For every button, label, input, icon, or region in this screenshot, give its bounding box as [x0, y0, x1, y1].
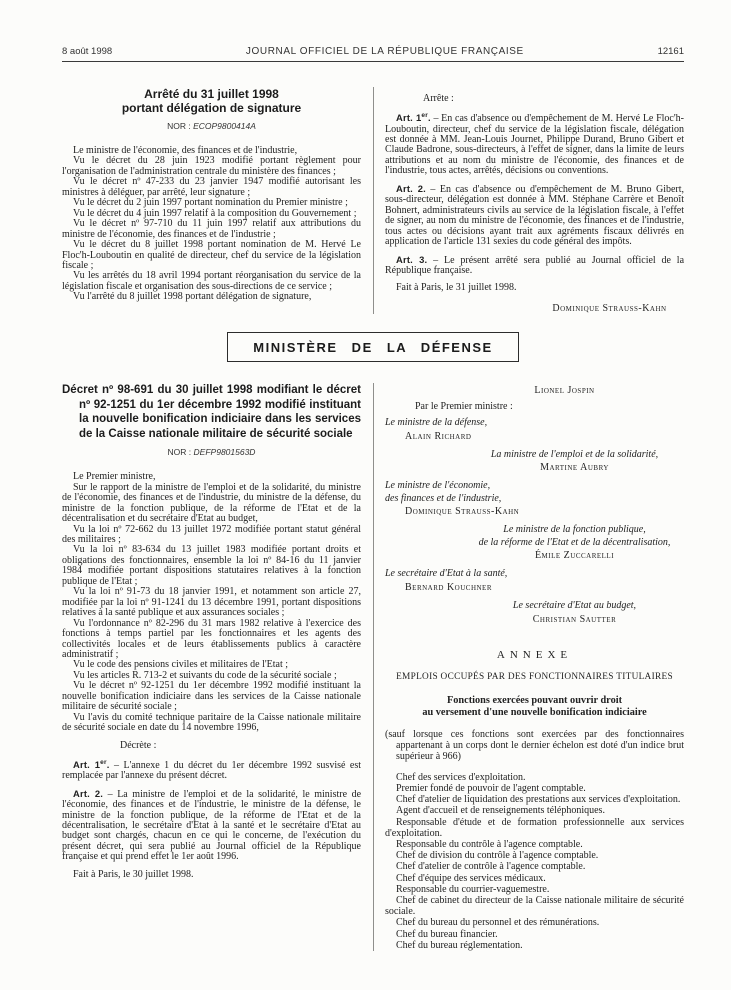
article-3	[385, 255, 684, 277]
signature-block-sante	[385, 568, 684, 593]
annexe-item: Agent d'accueil et de renseignements téléphoniques.	[396, 805, 605, 817]
arrete-left-column	[62, 87, 373, 314]
annexe-item: Chef du bureau du personnel et des rémunérations.	[396, 917, 600, 929]
header-page-number: 12161	[657, 46, 684, 57]
annexe-item: Chef du bureau financier.	[396, 928, 498, 940]
recital: Vu le code des pensions civiles et militaires de l'Etat ;	[73, 659, 289, 671]
recital: Le ministre de l'économie, des finances et de l'industrie,	[73, 145, 298, 156]
annexe-item: Chef de division du contrôle à l'agence comptable.	[396, 850, 599, 862]
recital: Vu la loi nº 72-662 du 13 juillet 1972 modifiée portant statut général des militaires ;	[62, 523, 361, 546]
article-2-label: Art. 2.	[396, 182, 426, 194]
recital: Vu le décret nº 47-233 du 23 janvier 1947 modifié autorisant les ministres à déléguer, par arrêté, leur signature ;	[62, 176, 361, 198]
annexe-title: ANNEXE	[496, 648, 573, 661]
recital: Vu le décret du 4 juin 1997 relatif à la composition du Gouvernement ;	[73, 207, 357, 219]
header-rule	[62, 61, 684, 62]
arrete-nor	[62, 121, 361, 131]
decret-date-line: Fait à Paris, le 30 juillet 1998.	[73, 868, 194, 880]
article-1-label: Art. 1er.	[396, 112, 431, 124]
signature-block-economie	[385, 480, 684, 517]
signature-name: Martine Aubry	[540, 462, 609, 474]
signature-block-emploi	[385, 449, 684, 474]
signature-block-fonction-publique	[385, 524, 684, 561]
annexe-item: Chef du bureau réglementation.	[396, 939, 523, 951]
recital: Vu la loi nº 83-634 du 13 juillet 1983 modifiée portant droits et obligations des fonctionnaires, ensemble la loi nº 84-16 du 11 janvier 1984 modifiée portant dispositions statutaires relatives à la fonction publique de l'Etat ;	[62, 544, 361, 587]
nor-label: NOR :	[167, 121, 191, 131]
annexe-item: Chef d'atelier de contrôle à l'agence comptable.	[396, 861, 586, 873]
nor-label: NOR :	[167, 447, 192, 458]
signature-role: Le ministre de la fonction publique,	[503, 524, 646, 536]
article-1-text: – En cas d'absence ou d'empêchement de M. Hervé Le Floc'h-Louboutin, directeur, chef du service de la législation fiscale, délégation est donnée à MM. Jean-Louis Journet, Philippe Durand, Bruno Gibert et Claude Badrone, sous-directeurs, à l'effet de signer, dans la limite de leurs attributions et au nom du ministre de l'économie, des finances et de l'industrie, tous actes, arrêtés, décisions ou conventions.	[385, 113, 684, 177]
recital: Vu l'ordonnance nº 82-296 du 31 mars 1982 relative à l'exercice des fonctions à temps partiel par les fonctionnaires et les agents des collectivités locales et de leurs établissements publics à caractère administratif ;	[62, 617, 361, 660]
recital: Vu la loi nº 91-73 du 18 janvier 1991, et notamment son article 27, modifiée par la loi nº 91-1241 du 13 décembre 1991, portant dispositions relatives à la santé publique et aux assurances sociales ;	[62, 586, 361, 619]
recital: Le Premier ministre,	[73, 471, 156, 483]
arrete-section	[62, 87, 684, 314]
signature-block-defense	[385, 417, 684, 442]
recital: Vu les articles R. 713-2 et suivants du code de la sécurité sociale ;	[73, 669, 337, 681]
signature-name: Dominique Strauss-Kahn	[405, 506, 520, 518]
annexe-note: (sauf lorsque ces fonctions sont exercées par des fonctionnaires appartenant à un corps dont le dernier échelon est doté d'un indice brut supérieur à 966)	[385, 729, 684, 762]
signature-name: Christian Sautter	[532, 613, 617, 625]
article-2	[385, 184, 684, 248]
recital: Sur le rapport de la ministre de l'emploi et de la solidarité, du ministre de l'économie, des finances et de l'industrie, du ministre de la défense, du ministre de la fonction publique, de la réforme de l'Etat et de la décentralisation et du secrétaire d'Etat au budget,	[62, 481, 361, 525]
arrete-title	[62, 87, 361, 115]
article-3-text: – Le présent arrêté sera publié au Journal officiel de la République française.	[385, 254, 685, 277]
annexe-item: Responsable d'étude et de formation professionnelle aux services d'exploitation.	[385, 816, 684, 839]
decret-nor	[62, 447, 361, 457]
arrete-title-line2: portant délégation de signature	[121, 101, 302, 115]
article-1	[385, 111, 684, 177]
decret-article-2-label: Art. 2.	[73, 787, 104, 799]
decret-article-1	[62, 758, 361, 782]
signature-role: des finances et de l'industrie,	[385, 492, 502, 504]
annexe-subtitle: EMPLOIS OCCUPÉS PAR DES FONCTIONNAIRES TITULAIRES	[396, 671, 673, 682]
recital: Vu le décret nº 92-1251 du 1er décembre 1992 modifié instituant la nouvelle bonification indiciaire dans les services de la Caisse nationale militaire de sécurité sociale ;	[62, 680, 361, 713]
signature-role: Le ministre de la défense,	[385, 416, 488, 428]
decret-article-1-text: – L'annexe 1 du décret du 1er décembre 1992 susvisé est remplacée par l'annexe du présent décret.	[62, 759, 362, 782]
annexe-heading-line1: Fonctions exercées pouvant ouvrir droit	[446, 694, 623, 706]
arrete-signatory: Dominique Strauss-Kahn	[552, 302, 667, 314]
signature-role: de la réforme de l'Etat et de la décentralisation,	[478, 536, 671, 548]
decret-right-column	[373, 383, 684, 951]
signature-role: Le secrétaire d'Etat à la santé,	[385, 568, 508, 580]
header-date: 8 août 1998	[62, 46, 113, 57]
recital: Vu le décret du 8 juillet 1998 portant nomination de M. Hervé Le Floc'h-Louboutin en qualité de directeur, chef du service de la législation fiscale ;	[62, 239, 361, 271]
decret-enacting-formula: Décrète :	[120, 739, 157, 751]
recital: Vu l'avis du comité technique paritaire de la Caisse nationale militaire de sécurité sociale en date du 14 novembre 1996,	[62, 711, 361, 734]
nor-value: DEFP9801563D	[193, 447, 256, 458]
annexe-item: Premier fondé de pouvoir de l'agent comptable.	[396, 783, 586, 794]
pm-signature: Lionel Jospin	[534, 384, 595, 396]
decret-title: Décret nº 98-691 du 30 juillet 1998 modifiant le décret nº 92-1251 du 1er décembre 1992 modifié instituant la nouvelle bonification indiciaire dans les services de la Caisse nationale militaire de sécurité sociale	[62, 383, 361, 440]
decret-article-2	[62, 789, 361, 863]
decret-article-2-text: – La ministre de l'emploi et de la solidarité, le ministre de l'économie, des finances et de l'industrie, le ministre de la défense, le ministre de la fonction publique, de la réforme de l'Etat et de la décentralisation, le secrétaire d'Etat à la santé et le secrétaire d'Etat au budget sont chargés, chacun en ce qui le concerne, de l'exécution du présent décret, qui sera publié au Journal officiel de la République française et qui prend effet le 1er août 1996.	[62, 788, 362, 863]
header-journal-title: JOURNAL OFFICIEL DE LA RÉPUBLIQUE FRANÇAISE	[245, 46, 524, 57]
signature-block-budget	[385, 600, 684, 625]
arrete-date-line: Fait à Paris, le 31 juillet 1998.	[396, 282, 517, 294]
article-3-label: Art. 3.	[396, 253, 428, 265]
article-2-text: – En cas d'absence ou d'empêchement de M. Bruno Gibert, sous-directeur, délégation est donnée à MM. Stéphane Carrère et Benoît Bohnert, administrateurs civils au service de la législation fiscale, à l'effet de signer, au nom du ministre de l'économie, des finances et de l'industrie, tous actes ou décisions ayant trait aux agréments fiscaux délivrés en application de l'article 131 sexies du code général des impôts.	[385, 183, 685, 248]
ministry-banner: MINISTÈRE DE LA DÉFENSE	[227, 332, 518, 362]
annexe-item: Chef des services d'exploitation.	[396, 771, 526, 783]
decret-article-1-label: Art. 1er.	[73, 758, 110, 770]
ministry-banner-row	[62, 332, 684, 362]
annexe-item: Chef d'équipe des services médicaux.	[396, 872, 546, 884]
recital: Vu l'arrêté du 8 juillet 1998 portant délégation de signature,	[73, 291, 312, 303]
recital: Vu le décret du 28 juin 1923 modifié portant règlement pour l'organisation de l'administration centrale du ministère des finances ;	[62, 155, 361, 177]
signature-name: Alain Richard	[405, 430, 472, 442]
annexe-item: Chef de cabinet du directeur de la Caisse nationale militaire de sécurité sociale.	[385, 895, 684, 918]
signature-role: Le secrétaire d'Etat au budget,	[512, 600, 637, 612]
arrete-title-line1: Arrêté du 31 juillet 1998	[144, 87, 279, 101]
nor-value: ECOP9800414A	[193, 121, 256, 131]
page-header	[62, 46, 684, 57]
recital: Vu le décret nº 97-710 du 11 juin 1997 relatif aux attributions du ministre de l'économie, des finances et de l'industrie ;	[62, 218, 361, 240]
arrete-right-column	[373, 87, 684, 314]
decret-section	[62, 383, 684, 951]
signature-name: Émile Zuccarelli	[534, 550, 615, 562]
annexe-heading-line2: au versement d'une nouvelle bonification indiciaire	[422, 706, 647, 718]
recital: Vu les arrêtés du 18 avril 1994 portant réorganisation du service de la législation fiscale et organisation des sous-directions de ce service ;	[62, 270, 361, 292]
annexe-item: Responsable du courrier-vaguemestre.	[396, 883, 550, 895]
annexe-item: Responsable du contrôle à l'agence comptable.	[396, 839, 583, 851]
arrete-enacting-formula: Arrête :	[423, 93, 454, 104]
recital: Vu le décret du 2 juin 1997 portant nomination du Premier ministre ;	[73, 197, 348, 209]
signature-name: Bernard Kouchner	[405, 582, 493, 594]
annexe-heading	[385, 695, 684, 719]
by-pm-line: Par le Premier ministre :	[415, 400, 513, 412]
annexe-item: Chef d'atelier de liquidation des prestations aux services d'exploitation.	[396, 794, 681, 806]
signature-role: Le ministre de l'économie,	[385, 480, 491, 492]
signature-role: La ministre de l'emploi et de la solidarité,	[490, 448, 659, 460]
decret-left-column	[62, 383, 373, 951]
